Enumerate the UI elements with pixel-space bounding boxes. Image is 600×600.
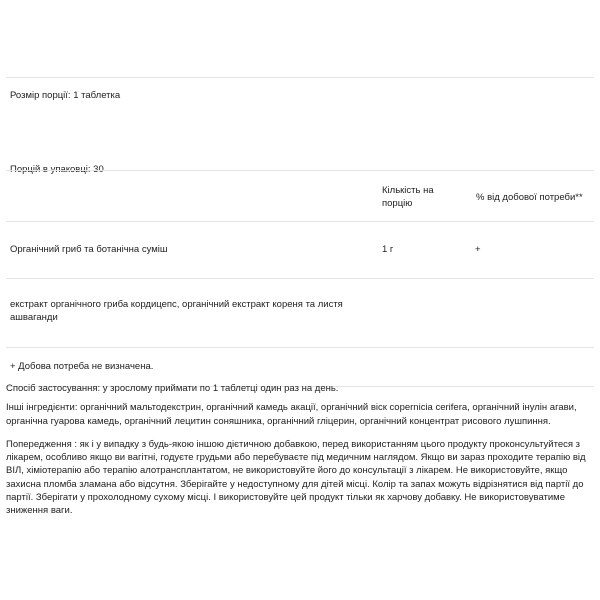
ingredient-daily-value: +	[475, 244, 481, 255]
other-ingredients-text: Інші інгредієнти: органічний мальтодекстрин, органічний камедь акації, органічний віск copernicia cerifera, органічний інулін агави, органічна гуарова камедь, органічний лецитин соняшника, органічний гліцерин, органічний концентрат рисового лушпиння.	[6, 402, 577, 427]
extract-row	[6, 278, 594, 347]
table-header-row	[6, 170, 594, 221]
servings-per-container-row	[6, 113, 594, 175]
warning-text: Попередження : як і у випадку з будь-якою іншою дієтичною добавкою, перед використанням цього продукту проконсультуйтеся з лікарем, особливо якщо ви вагітні, годуєте грудьми або перебуваєте під медичним наглядом. Якщо ви зараз проходите терапію від ВІЛ, хіміотерапію або терапію алотрансплантатом, не використовуйте його до консультації з лікарем. Не використовуйте, якщо захисна пломба зламана або відсутня. Зберігайте у недоступному для дітей місці. Колір та запах можуть відрізнятися від партії до партії. Зберігати у прохолодному сухому місці. І використовуйте цей продукт тільки як харчову добавку. Не використовуватиме зниження ваги.	[6, 438, 586, 517]
ingredient-name: Органічний гриб та ботанічна суміш	[10, 244, 168, 255]
supplement-facts-table	[6, 77, 594, 387]
footnote-text: + Добова потреба не визначена.	[10, 361, 154, 372]
product-notes	[6, 382, 591, 526]
amount-column-header: Кількість на порцію	[382, 185, 434, 210]
table-row	[6, 221, 594, 278]
ingredient-amount: 1 г	[382, 244, 394, 255]
serving-size-row	[6, 77, 594, 113]
extract-text: екстракт органічного гриба кордицепс, органічний екстракт кореня та листя ашваганди	[10, 299, 343, 324]
servings-per-container-text: Порцій в упаковці: 30	[10, 164, 104, 175]
serving-size-text: Розмір порції: 1 таблетка	[10, 90, 121, 101]
usage-text: Спосіб застосування: у зрослому приймати по 1 таблетці один раз на день.	[6, 383, 339, 394]
daily-value-column-header: % від добової потреби**	[476, 192, 583, 203]
footnote-row	[6, 347, 594, 387]
